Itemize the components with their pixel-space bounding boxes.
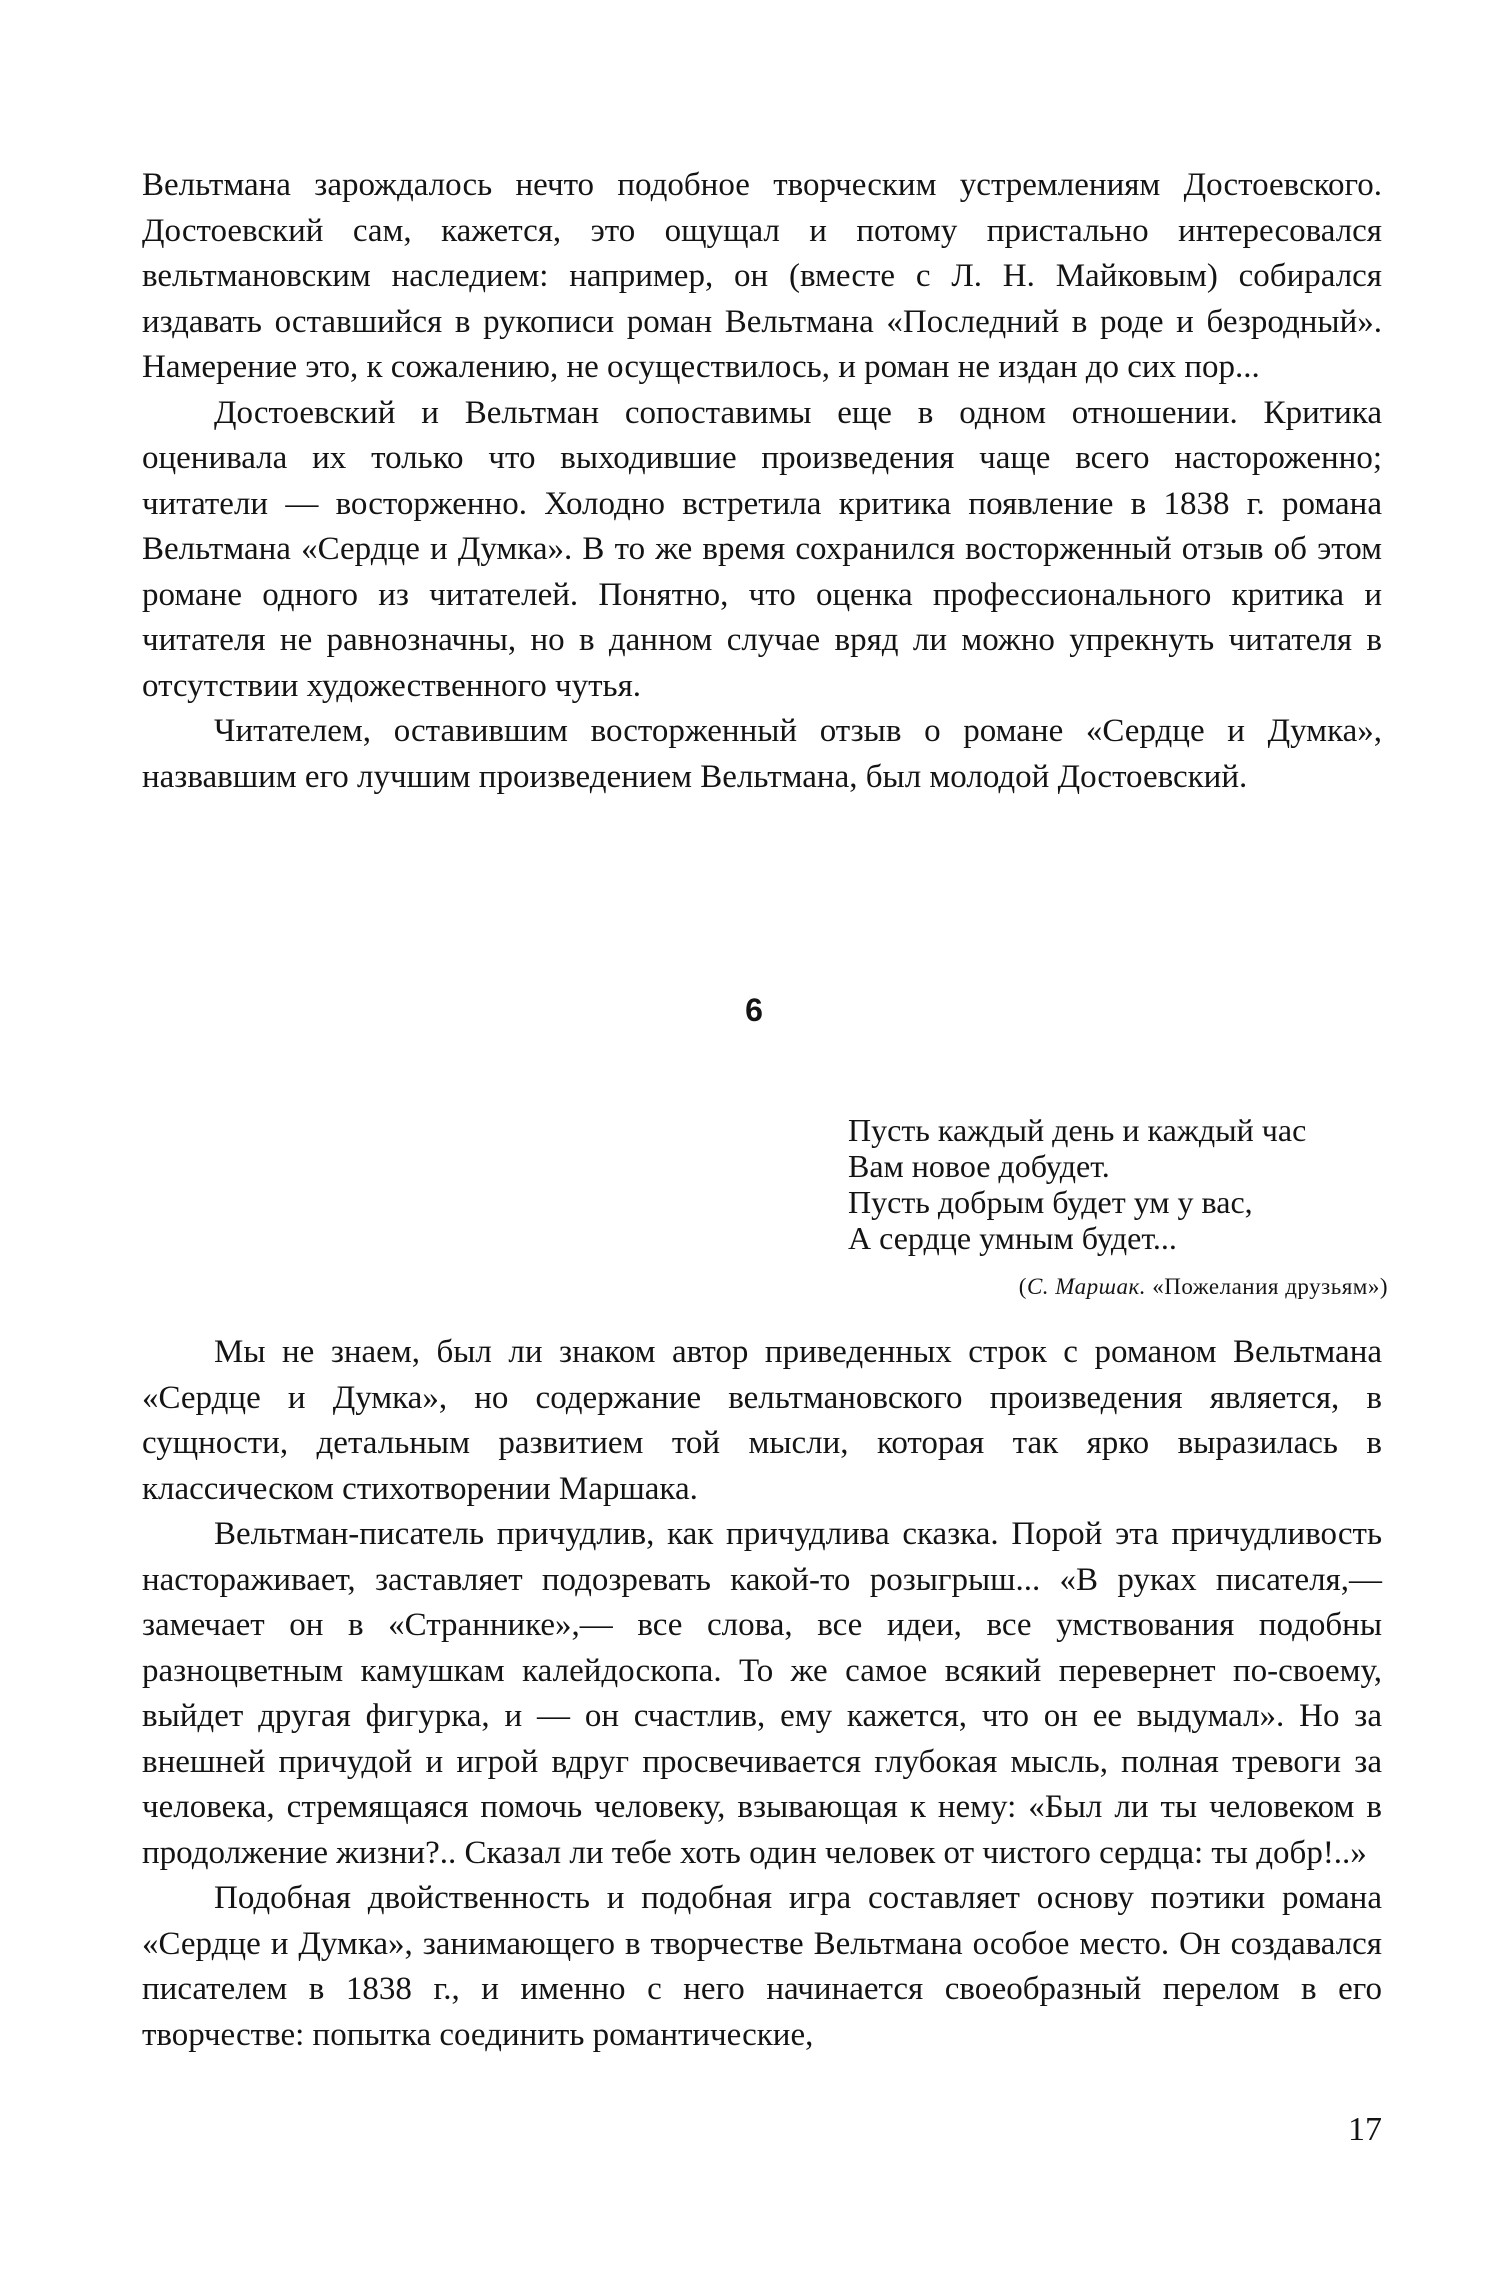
epigraph: [848, 1112, 1388, 1302]
attribution-author: С. Маршак.: [1026, 1274, 1147, 1299]
epigraph-line: Пусть каждый день и каждый час: [848, 1112, 1307, 1148]
paragraph: Мы не знаем, был ли знаком автор приведенных строк с романом Вельтмана «Сердце и Думка», но содержание вельтмановского произведения является, в сущности, детальным развитием той мысли, которая так ярко выразилась в классическом стихотворении Маршака.: [142, 1334, 1382, 1507]
attribution-work: «Пожелания друзьям»): [1146, 1274, 1388, 1299]
epigraph-line: А сердце умным будет...: [848, 1220, 1177, 1256]
paragraph: Читателем, оставившим восторженный отзыв о романе «Сердце и Думка», назвавшим его лучшим произведением Вельтмана, был молодой Достоевский.: [142, 713, 1382, 795]
epigraph-line: Вам новое добудет.: [848, 1148, 1110, 1184]
top-text-block: [142, 163, 1382, 800]
section-number: 6: [745, 992, 763, 1028]
paragraph: Достоевский и Вельтман сопоставимы еще в одном отношении. Критика оценивала их только что выходившие произведения чаще всего настороженно; читатели — восторженно. Холодно встретила критика появление в 1838 г. романа Вельтмана «Сердце и Думка». В то же время сохранился восторженный отзыв об этом романе одного из читателей. Понятно, что оценка профессионального критика и читателя не равнозначны, но в данном случае вряд ли можно упрекнуть читателя в отсутствии художественного чутья.: [142, 394, 1382, 704]
epigraph-attribution: [848, 1272, 1388, 1302]
paragraph: Подобная двойственность и подобная игра составляет основу поэтики романа «Сердце и Думка», занимающего в творчестве Вельтмана особое место. Он создавался писателем в 1838 г., и именно с него начинается своеобразный перелом в его творчестве: попытка соединить романтические,: [142, 1880, 1382, 2053]
bottom-text-block: [142, 1330, 1382, 2058]
attribution-open: (: [1018, 1274, 1027, 1299]
page-number: 17: [1348, 2111, 1382, 2148]
epigraph-line: Пусть добрым будет ум у вас,: [848, 1184, 1253, 1220]
paragraph: Вельтмана зарождалось нечто подобное творческим устремлениям Достоевского. Достоевский сам, кажется, это ощущал и потому пристально интересовался вельтмановским наследием: например, он (вместе с Л. Н. Майковым) собирался издавать оставшийся в рукописи роман Вельтмана «Последний в роде и безродный». Намерение это, к сожалению, не осуществилось, и роман не издан до сих пор...: [142, 167, 1382, 385]
paragraph: Вельтман-писатель причудлив, как причудлива сказка. Порой эта причудливость настораживает, заставляет подозревать какой-то розыгрыш... «В руках писателя,— замечает он в «Страннике»,— все слова, все идеи, все умствования подобны разноцветным камушкам калейдоскопа. То же самое всякий перевернет по-своему, выйдет другая фигурка, и — он счастлив, ему кажется, что он ее выдумал». Но за внешней причудой и игрой вдруг просвечивается глубокая мысль, полная тревоги за человека, стремящаяся помочь человеку, взывающая к нему: «Был ли ты человеком в продолжение жизни?.. Сказал ли тебе хоть один человек от чистого сердца: ты добр!..»: [142, 1516, 1382, 1871]
